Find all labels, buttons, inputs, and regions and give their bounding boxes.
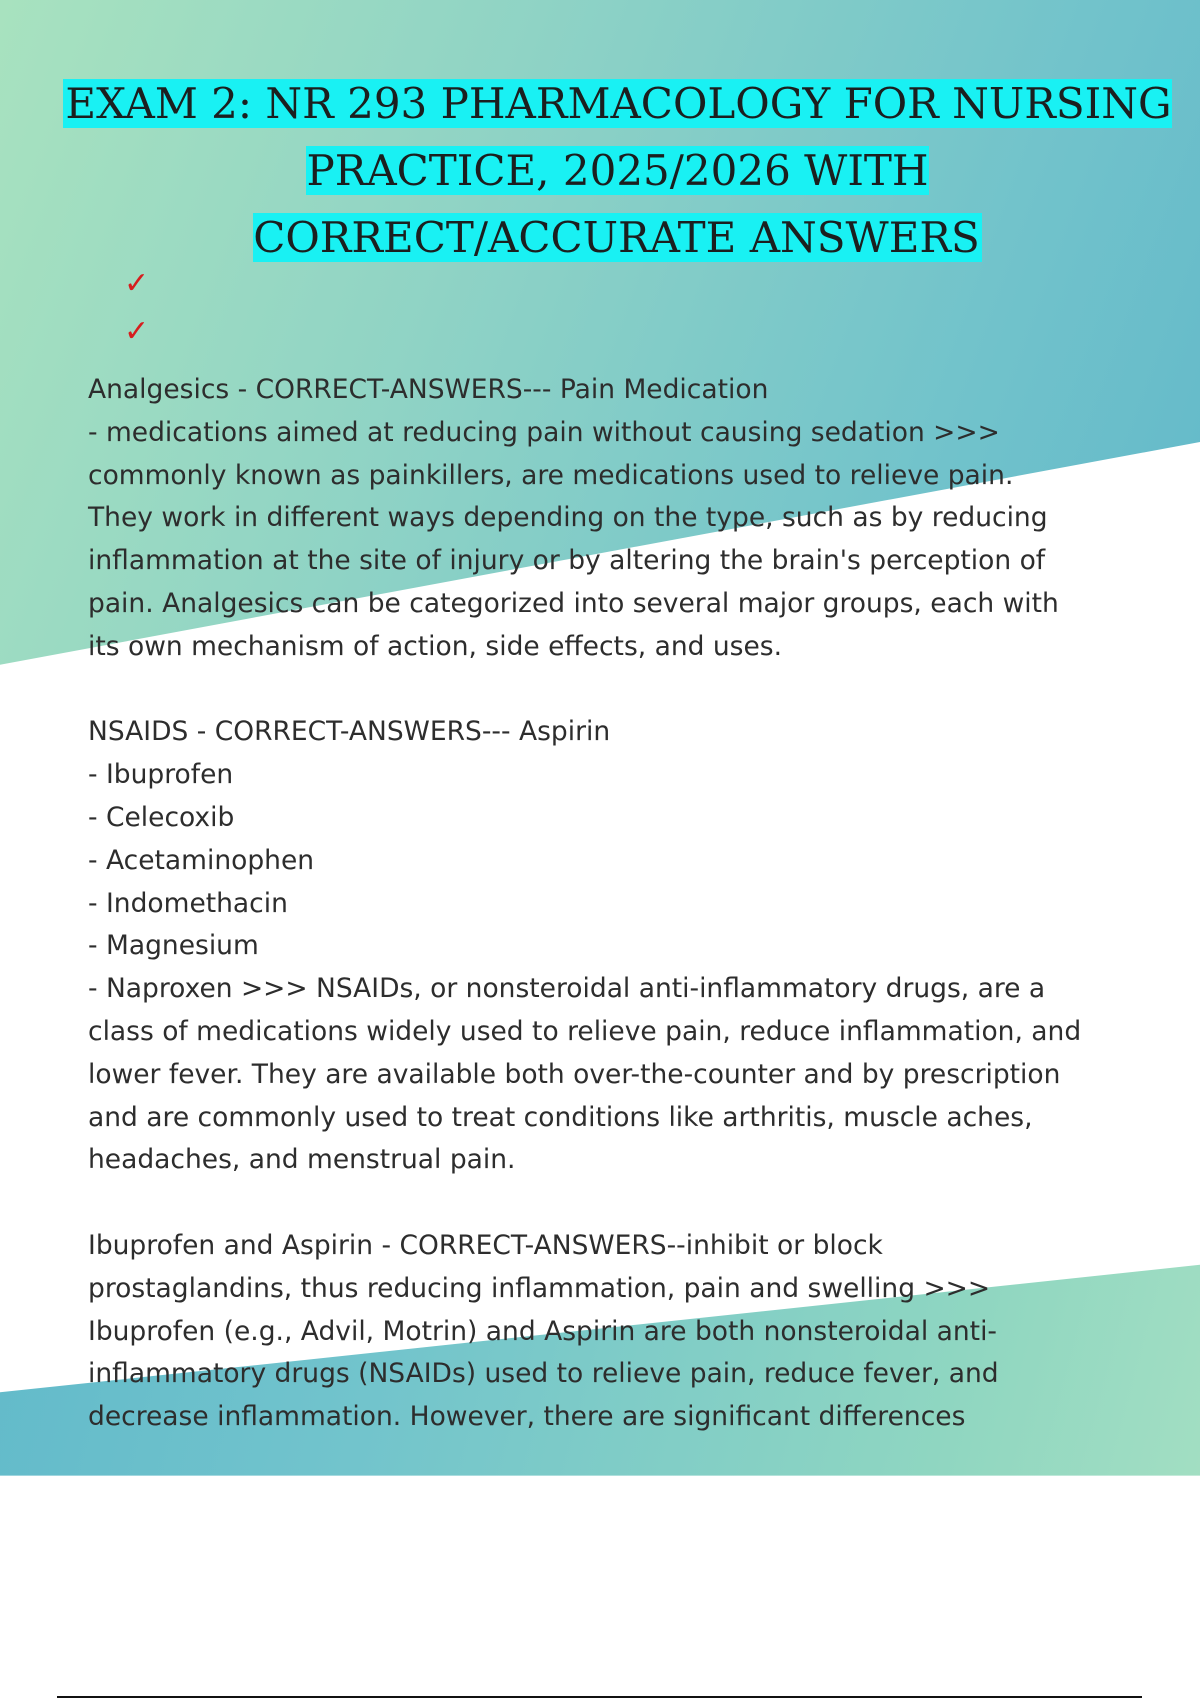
title-highlight: EXAM 2: NR 293 PHARMACOLOGY FOR NURSING PRACTICE, 2025/2026 WITH CORRECT/ACCURATE ANSWERS <box>65 79 1172 262</box>
qa-entry-ibuprofen-aspirin: Ibuprofen and Aspirin - CORRECT-ANSWERS--inhibit or block prostaglandins, thus reducing inflammation, pain and swelling >>> Ibuprofen (e.g., Advil, Motrin) and Aspirin are both nonsteroidal anti- inflammatory drugs (NSAIDs) used to relieve pain, reduce fever, and decrease inflammation. However, there are significant differences <box>88 1229 999 1433</box>
qa-entry-analgesics: Analgesics - CORRECT-ANSWERS--- Pain Medication - medications aimed at reducing pain without causing sedation >>> commonly known as painkillers, are medications used to relieve pain. They work in different ways depending on the type, such as by reducing inflammation at the site of injury or by altering the brain's perception of pain. Analgesics can be categorized into several major groups, each with its own mechanism of action, side effects, and uses. <box>88 374 1059 662</box>
check-mark-icon: ✓ <box>124 266 150 301</box>
qa-entry-nsaids: NSAIDS - CORRECT-ANSWERS--- Aspirin - Ibuprofen - Celecoxib - Acetaminophen - Indomethacin - Magnesium - Naproxen >>> NSAIDs, or nonsteroidal anti-inflammatory drugs, are a class of medications widely used to relieve pain, reduce inflammation, and lower fever. They are available both over-the-counter and by prescription and are commonly used to treat conditions like arthritis, muscle aches, headaches, and menstrual pain. <box>88 716 1082 1176</box>
check-mark-icon: ✓ <box>124 314 150 349</box>
document-body <box>88 369 1188 1482</box>
footer-divider <box>57 1696 1142 1698</box>
document-title <box>60 70 1175 271</box>
